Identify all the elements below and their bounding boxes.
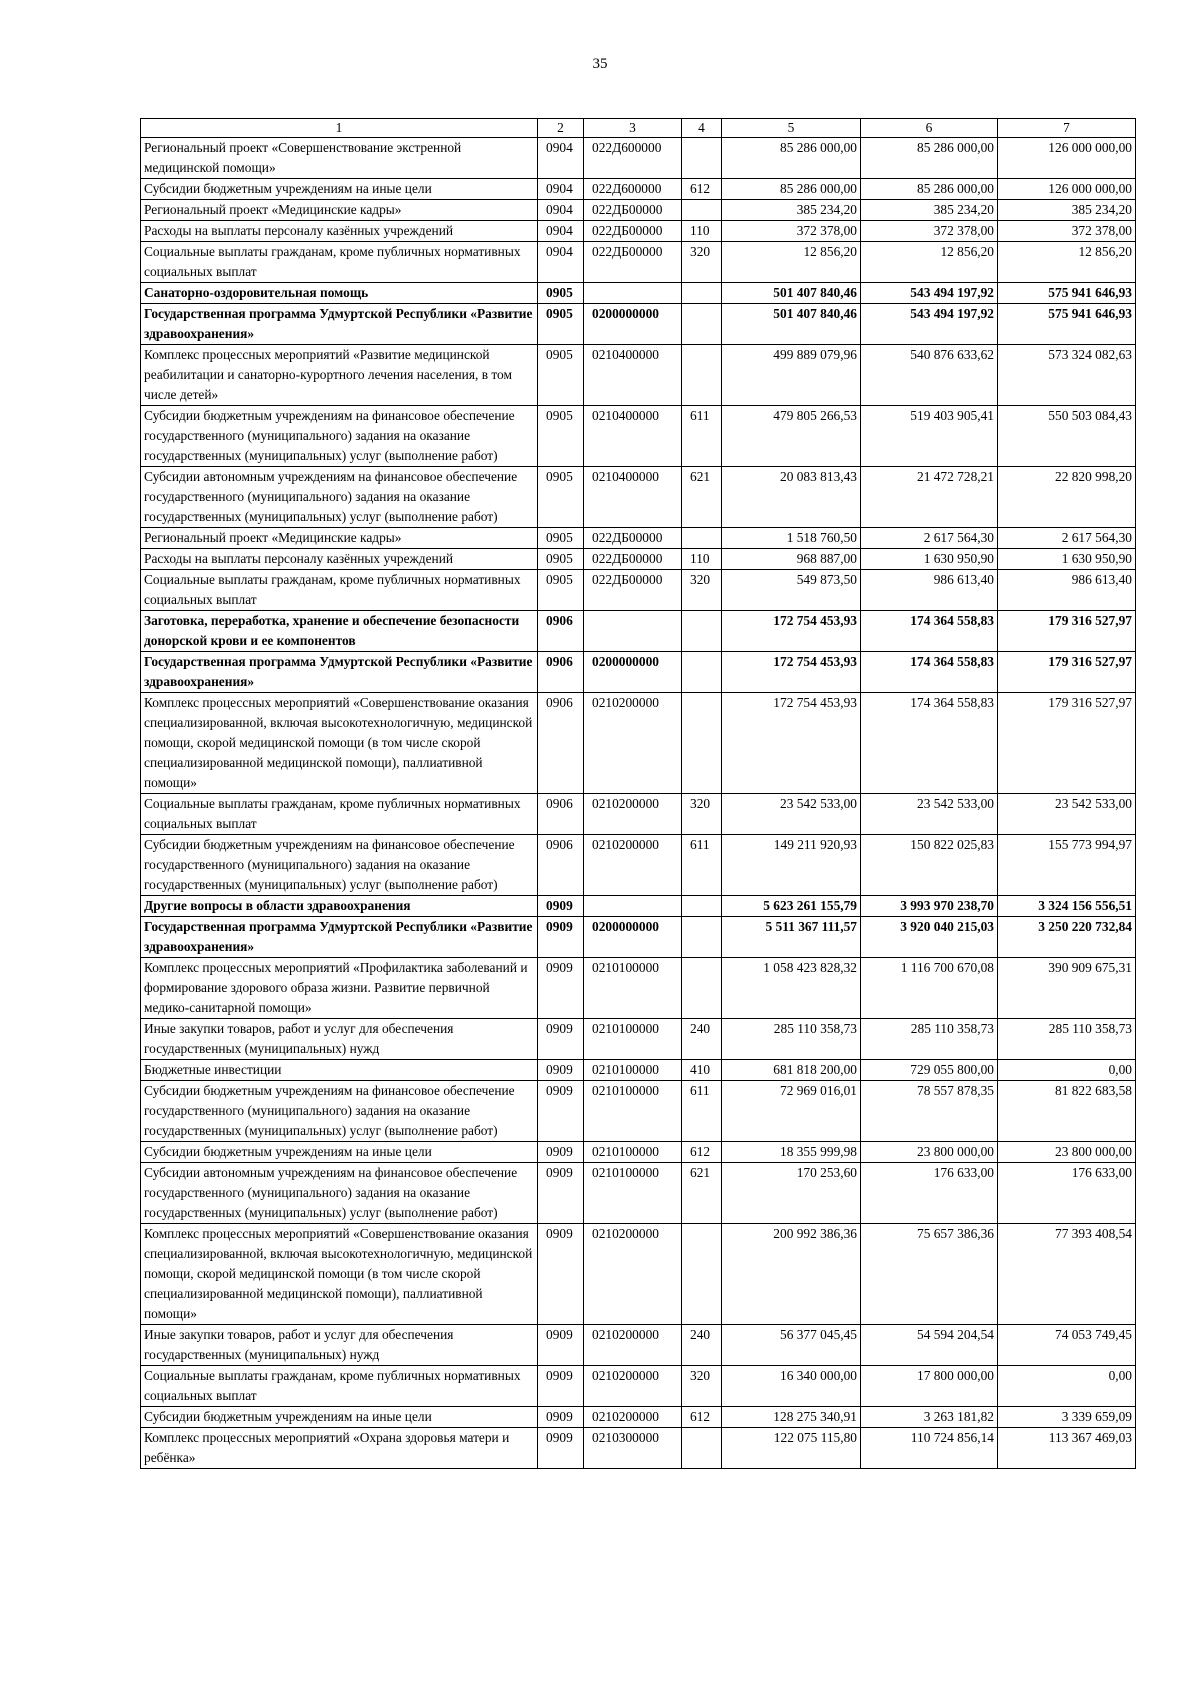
row-name-cell: Региональный проект «Совершенствование экстренной медицинской помощи» [141,138,538,179]
header-cell: 3 [584,119,682,138]
amount-year2-cell: 2 617 564,30 [861,528,998,549]
amount-year3-cell: 126 000 000,00 [998,138,1136,179]
target-code-cell: 022ДБ00000 [584,200,682,221]
target-code-cell: 0210100000 [584,1060,682,1081]
amount-year1-cell: 12 856,20 [722,242,861,283]
section-code-cell: 0909 [538,1081,584,1142]
section-code-cell: 0909 [538,1163,584,1224]
target-code-cell: 0210200000 [584,1407,682,1428]
section-code-cell: 0905 [538,570,584,611]
amount-year3-cell: 390 909 675,31 [998,958,1136,1019]
amount-year2-cell: 23 800 000,00 [861,1142,998,1163]
amount-year2-cell: 519 403 905,41 [861,406,998,467]
amount-year1-cell: 149 211 920,93 [722,835,861,896]
section-code-cell: 0906 [538,611,584,652]
amount-year2-cell: 75 657 386,36 [861,1224,998,1325]
amount-year1-cell: 85 286 000,00 [722,179,861,200]
amount-year3-cell: 81 822 683,58 [998,1081,1136,1142]
amount-year2-cell: 174 364 558,83 [861,693,998,794]
target-code-cell: 0200000000 [584,917,682,958]
section-code-cell: 0905 [538,304,584,345]
amount-year1-cell: 549 873,50 [722,570,861,611]
expense-type-cell: 410 [682,1060,722,1081]
amount-year3-cell: 0,00 [998,1060,1136,1081]
section-code-cell: 0906 [538,652,584,693]
table-row [141,242,1136,283]
amount-year2-cell: 150 822 025,83 [861,835,998,896]
row-name-cell: Иные закупки товаров, работ и услуг для обеспечения государственных (муниципальных) нужд [141,1325,538,1366]
expense-type-cell [682,693,722,794]
target-code-cell: 022ДБ00000 [584,549,682,570]
amount-year2-cell: 176 633,00 [861,1163,998,1224]
table-row [141,917,1136,958]
section-code-cell: 0905 [538,283,584,304]
amount-year1-cell: 122 075 115,80 [722,1428,861,1469]
amount-year2-cell: 174 364 558,83 [861,611,998,652]
amount-year1-cell: 968 887,00 [722,549,861,570]
amount-year2-cell: 110 724 856,14 [861,1428,998,1469]
amount-year3-cell: 176 633,00 [998,1163,1136,1224]
row-name-cell: Субсидии бюджетным учреждениям на финансовое обеспечение государственного (муниципального) задания на оказание государственных (муниципальных) услуг (выполнение работ) [141,835,538,896]
amount-year3-cell: 113 367 469,03 [998,1428,1136,1469]
expense-type-cell: 320 [682,1366,722,1407]
amount-year1-cell: 501 407 840,46 [722,304,861,345]
amount-year2-cell: 78 557 878,35 [861,1081,998,1142]
row-name-cell: Субсидии бюджетным учреждениям на финансовое обеспечение государственного (муниципального) задания на оказание государственных (муниципальных) услуг (выполнение работ) [141,1081,538,1142]
amount-year3-cell: 385 234,20 [998,200,1136,221]
target-code-cell: 022Д600000 [584,179,682,200]
target-code-cell: 0200000000 [584,304,682,345]
table-row [141,896,1136,917]
amount-year2-cell: 986 613,40 [861,570,998,611]
row-name-cell: Бюджетные инвестиции [141,1060,538,1081]
amount-year2-cell: 3 263 181,82 [861,1407,998,1428]
target-code-cell: 0210400000 [584,467,682,528]
section-code-cell: 0904 [538,179,584,200]
section-code-cell: 0906 [538,794,584,835]
amount-year3-cell: 986 613,40 [998,570,1136,611]
amount-year3-cell: 126 000 000,00 [998,179,1136,200]
expense-type-cell: 320 [682,794,722,835]
expense-type-cell [682,958,722,1019]
target-code-cell: 0200000000 [584,652,682,693]
section-code-cell: 0909 [538,1019,584,1060]
target-code-cell: 022ДБ00000 [584,528,682,549]
section-code-cell: 0905 [538,345,584,406]
amount-year2-cell: 1 630 950,90 [861,549,998,570]
target-code-cell: 0210200000 [584,835,682,896]
table-row [141,652,1136,693]
amount-year1-cell: 499 889 079,96 [722,345,861,406]
amount-year3-cell: 550 503 084,43 [998,406,1136,467]
amount-year3-cell: 179 316 527,97 [998,611,1136,652]
amount-year1-cell: 172 754 453,93 [722,611,861,652]
target-code-cell: 0210300000 [584,1428,682,1469]
target-code-cell: 0210100000 [584,1081,682,1142]
header-cell: 6 [861,119,998,138]
target-code-cell: 0210100000 [584,1142,682,1163]
section-code-cell: 0905 [538,528,584,549]
table-row [141,1428,1136,1469]
amount-year3-cell: 77 393 408,54 [998,1224,1136,1325]
expense-type-cell [682,283,722,304]
target-code-cell: 0210200000 [584,1325,682,1366]
row-name-cell: Социальные выплаты гражданам, кроме публичных нормативных социальных выплат [141,1366,538,1407]
expense-type-cell [682,1224,722,1325]
table-row [141,1142,1136,1163]
amount-year2-cell: 385 234,20 [861,200,998,221]
header-cell: 2 [538,119,584,138]
expense-type-cell: 240 [682,1019,722,1060]
expense-type-cell [682,138,722,179]
amount-year1-cell: 1 518 760,50 [722,528,861,549]
amount-year1-cell: 5 511 367 111,57 [722,917,861,958]
amount-year1-cell: 372 378,00 [722,221,861,242]
row-name-cell: Субсидии бюджетным учреждениям на иные цели [141,179,538,200]
table-row [141,221,1136,242]
row-name-cell: Региональный проект «Медицинские кадры» [141,528,538,549]
row-name-cell: Комплекс процессных мероприятий «Развитие медицинской реабилитации и санаторно-курортного лечения населения, в том числе детей» [141,345,538,406]
row-name-cell: Субсидии бюджетным учреждениям на иные цели [141,1142,538,1163]
amount-year3-cell: 74 053 749,45 [998,1325,1136,1366]
table-row [141,1407,1136,1428]
section-code-cell: 0909 [538,958,584,1019]
row-name-cell: Государственная программа Удмуртской Республики «Развитие здравоохранения» [141,917,538,958]
row-name-cell: Социальные выплаты гражданам, кроме публичных нормативных социальных выплат [141,570,538,611]
amount-year1-cell: 56 377 045,45 [722,1325,861,1366]
row-name-cell: Иные закупки товаров, работ и услуг для обеспечения государственных (муниципальных) нужд [141,1019,538,1060]
amount-year2-cell: 85 286 000,00 [861,179,998,200]
amount-year3-cell: 372 378,00 [998,221,1136,242]
target-code-cell: 0210100000 [584,1019,682,1060]
target-code-cell [584,283,682,304]
expense-type-cell: 110 [682,221,722,242]
page-number: 35 [592,56,608,72]
row-name-cell: Комплекс процессных мероприятий «Охрана здоровья матери и ребёнка» [141,1428,538,1469]
amount-year2-cell: 174 364 558,83 [861,652,998,693]
amount-year3-cell: 23 542 533,00 [998,794,1136,835]
amount-year1-cell: 385 234,20 [722,200,861,221]
row-name-cell: Субсидии автономным учреждениям на финансовое обеспечение государственного (муниципального) задания на оказание государственных (муниципальных) услуг (выполнение работ) [141,467,538,528]
amount-year3-cell: 3 339 659,09 [998,1407,1136,1428]
section-code-cell: 0904 [538,138,584,179]
amount-year2-cell: 21 472 728,21 [861,467,998,528]
amount-year1-cell: 23 542 533,00 [722,794,861,835]
section-code-cell: 0906 [538,835,584,896]
target-code-cell [584,611,682,652]
amount-year3-cell: 285 110 358,73 [998,1019,1136,1060]
amount-year1-cell: 5 623 261 155,79 [722,896,861,917]
table-row [141,1325,1136,1366]
expense-type-cell [682,345,722,406]
table-row [141,1019,1136,1060]
table-row [141,1060,1136,1081]
section-code-cell: 0904 [538,200,584,221]
row-name-cell: Социальные выплаты гражданам, кроме публичных нормативных социальных выплат [141,794,538,835]
section-code-cell: 0909 [538,896,584,917]
target-code-cell: 022Д600000 [584,138,682,179]
section-code-cell: 0905 [538,406,584,467]
section-code-cell: 0909 [538,917,584,958]
expense-type-cell [682,611,722,652]
target-code-cell: 022ДБ00000 [584,570,682,611]
expense-type-cell: 612 [682,179,722,200]
expense-type-cell [682,200,722,221]
amount-year2-cell: 3 993 970 238,70 [861,896,998,917]
section-code-cell: 0905 [538,549,584,570]
target-code-cell: 0210200000 [584,693,682,794]
amount-year1-cell: 85 286 000,00 [722,138,861,179]
expense-type-cell [682,896,722,917]
expense-type-cell [682,528,722,549]
table-row [141,200,1136,221]
row-name-cell: Социальные выплаты гражданам, кроме публичных нормативных социальных выплат [141,242,538,283]
amount-year3-cell: 1 630 950,90 [998,549,1136,570]
amount-year2-cell: 1 116 700 670,08 [861,958,998,1019]
table-row [141,1224,1136,1325]
expense-type-cell: 612 [682,1142,722,1163]
amount-year3-cell: 22 820 998,20 [998,467,1136,528]
amount-year2-cell: 285 110 358,73 [861,1019,998,1060]
table-row [141,304,1136,345]
amount-year1-cell: 172 754 453,93 [722,693,861,794]
amount-year1-cell: 170 253,60 [722,1163,861,1224]
expense-type-cell [682,917,722,958]
table-row [141,283,1136,304]
row-name-cell: Комплекс процессных мероприятий «Профилактика заболеваний и формирование здорового образа жизни. Развитие первичной медико-санитарной помощи» [141,958,538,1019]
row-name-cell: Комплекс процессных мероприятий «Совершенствование оказания специализированной, включая высокотехнологичную, медицинской помощи, скорой медицинской помощи (в том числе скорой специализированной медицинской помощи), паллиативной помощи» [141,693,538,794]
amount-year3-cell: 575 941 646,93 [998,304,1136,345]
target-code-cell: 0210200000 [584,1366,682,1407]
target-code-cell: 0210200000 [584,1224,682,1325]
table-row [141,1366,1136,1407]
row-name-cell: Другие вопросы в области здравоохранения [141,896,538,917]
amount-year1-cell: 681 818 200,00 [722,1060,861,1081]
budget-table [140,118,1136,1469]
amount-year2-cell: 85 286 000,00 [861,138,998,179]
amount-year2-cell: 17 800 000,00 [861,1366,998,1407]
table-row [141,835,1136,896]
table-row [141,528,1136,549]
table-row [141,345,1136,406]
amount-year2-cell: 54 594 204,54 [861,1325,998,1366]
amount-year3-cell: 3 324 156 556,51 [998,896,1136,917]
expense-type-cell: 110 [682,549,722,570]
amount-year1-cell: 501 407 840,46 [722,283,861,304]
row-name-cell: Государственная программа Удмуртской Республики «Развитие здравоохранения» [141,304,538,345]
amount-year1-cell: 200 992 386,36 [722,1224,861,1325]
header-cell: 7 [998,119,1136,138]
expense-type-cell: 240 [682,1325,722,1366]
amount-year2-cell: 729 055 800,00 [861,1060,998,1081]
amount-year1-cell: 20 083 813,43 [722,467,861,528]
expense-type-cell: 612 [682,1407,722,1428]
section-code-cell: 0909 [538,1142,584,1163]
amount-year1-cell: 1 058 423 828,32 [722,958,861,1019]
table-row [141,406,1136,467]
section-code-cell: 0909 [538,1428,584,1469]
expense-type-cell [682,652,722,693]
amount-year1-cell: 128 275 340,91 [722,1407,861,1428]
amount-year2-cell: 23 542 533,00 [861,794,998,835]
table-row [141,570,1136,611]
amount-year3-cell: 573 324 082,63 [998,345,1136,406]
amount-year1-cell: 16 340 000,00 [722,1366,861,1407]
amount-year3-cell: 3 250 220 732,84 [998,917,1136,958]
expense-type-cell: 320 [682,570,722,611]
expense-type-cell: 611 [682,835,722,896]
expense-type-cell: 611 [682,1081,722,1142]
row-name-cell: Комплекс процессных мероприятий «Совершенствование оказания специализированной, включая высокотехнологичную, медицинской помощи, скорой медицинской помощи (в том числе скорой специализированной медицинской помощи), паллиативной помощи» [141,1224,538,1325]
table-row [141,179,1136,200]
amount-year2-cell: 540 876 633,62 [861,345,998,406]
header-cell: 5 [722,119,861,138]
target-code-cell: 0210400000 [584,345,682,406]
amount-year1-cell: 172 754 453,93 [722,652,861,693]
row-name-cell: Субсидии бюджетным учреждениям на иные цели [141,1407,538,1428]
table-row [141,1163,1136,1224]
section-code-cell: 0904 [538,242,584,283]
amount-year3-cell: 179 316 527,97 [998,652,1136,693]
amount-year2-cell: 543 494 197,92 [861,283,998,304]
row-name-cell: Расходы на выплаты персоналу казённых учреждений [141,221,538,242]
row-name-cell: Санаторно-оздоровительная помощь [141,283,538,304]
amount-year3-cell: 179 316 527,97 [998,693,1136,794]
target-code-cell: 022ДБ00000 [584,221,682,242]
expense-type-cell: 621 [682,467,722,528]
row-name-cell: Заготовка, переработка, хранение и обеспечение безопасности донорской крови и ее компонентов [141,611,538,652]
section-code-cell: 0905 [538,467,584,528]
target-code-cell: 0210200000 [584,794,682,835]
amount-year3-cell: 155 773 994,97 [998,835,1136,896]
amount-year1-cell: 479 805 266,53 [722,406,861,467]
section-code-cell: 0904 [538,221,584,242]
expense-type-cell: 611 [682,406,722,467]
header-cell: 4 [682,119,722,138]
amount-year1-cell: 72 969 016,01 [722,1081,861,1142]
amount-year2-cell: 12 856,20 [861,242,998,283]
table-row [141,138,1136,179]
amount-year3-cell: 23 800 000,00 [998,1142,1136,1163]
target-code-cell: 022ДБ00000 [584,242,682,283]
table-row [141,958,1136,1019]
amount-year2-cell: 3 920 040 215,03 [861,917,998,958]
target-code-cell [584,896,682,917]
table-row [141,1081,1136,1142]
table-body [141,119,1136,1469]
section-code-cell: 0909 [538,1366,584,1407]
row-name-cell: Государственная программа Удмуртской Республики «Развитие здравоохранения» [141,652,538,693]
expense-type-cell: 621 [682,1163,722,1224]
amount-year3-cell: 575 941 646,93 [998,283,1136,304]
amount-year1-cell: 18 355 999,98 [722,1142,861,1163]
amount-year1-cell: 285 110 358,73 [722,1019,861,1060]
section-code-cell: 0906 [538,693,584,794]
row-name-cell: Субсидии бюджетным учреждениям на финансовое обеспечение государственного (муниципального) задания на оказание государственных (муниципальных) услуг (выполнение работ) [141,406,538,467]
table-row [141,693,1136,794]
expense-type-cell [682,1428,722,1469]
expense-type-cell: 320 [682,242,722,283]
section-code-cell: 0909 [538,1407,584,1428]
row-name-cell: Региональный проект «Медицинские кадры» [141,200,538,221]
table-header-row [141,119,1136,138]
amount-year2-cell: 372 378,00 [861,221,998,242]
target-code-cell: 0210100000 [584,958,682,1019]
row-name-cell: Расходы на выплаты персоналу казённых учреждений [141,549,538,570]
section-code-cell: 0909 [538,1325,584,1366]
amount-year2-cell: 543 494 197,92 [861,304,998,345]
amount-year3-cell: 12 856,20 [998,242,1136,283]
header-cell: 1 [141,119,538,138]
amount-year3-cell: 2 617 564,30 [998,528,1136,549]
section-code-cell: 0909 [538,1060,584,1081]
amount-year3-cell: 0,00 [998,1366,1136,1407]
table-row [141,467,1136,528]
target-code-cell: 0210400000 [584,406,682,467]
table-row [141,611,1136,652]
section-code-cell: 0909 [538,1224,584,1325]
table-row [141,794,1136,835]
row-name-cell: Субсидии автономным учреждениям на финансовое обеспечение государственного (муниципального) задания на оказание государственных (муниципальных) услуг (выполнение работ) [141,1163,538,1224]
table-row [141,549,1136,570]
expense-type-cell [682,304,722,345]
target-code-cell: 0210100000 [584,1163,682,1224]
